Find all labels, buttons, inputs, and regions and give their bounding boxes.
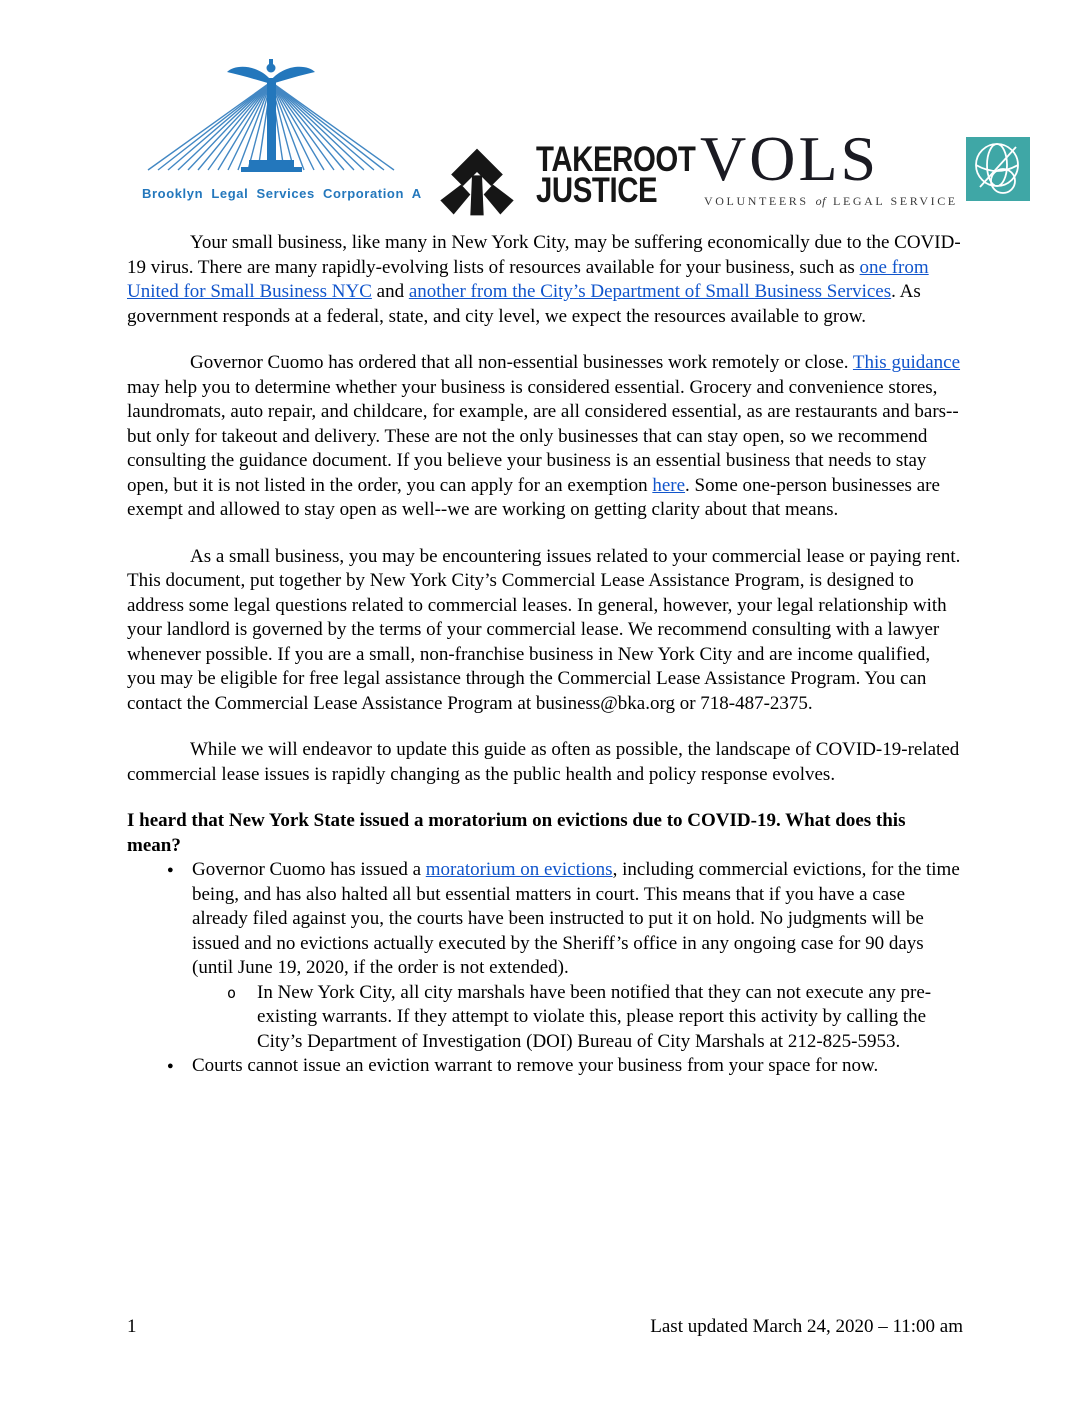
link-united-for-small-business-nyc[interactable]: one from United for Small Business NYC (127, 256, 929, 302)
list-item-courts: ● Courts cannot issue an eviction warrant to remove your business from your space for now. (127, 1054, 963, 1079)
sub-bullet-list (192, 981, 963, 1055)
paragraph-lease-assistance: As a small business, you may be encountering issues related to your commercial lease or paying rent. This document, put together by New York City’s Commercial Lease Assistance Program, is designed to address some legal questions related to commercial leases. In general, however, your legal relationship with your landlord is governed by the terms of your commercial lease. We recommend consulting with a lawyer whenever possible. If you are a small, non-franchise business in New York City and are income qualified, you may be eligible for free legal assistance through the Commercial Lease Assistance Program. You can contact the Commercial Lease Assistance Program at business@bka.org or 718-487-2375. (127, 545, 961, 714)
vols-wordmark: VOLS (700, 123, 880, 194)
question-heading-moratorium: I heard that New York State issued a moratorium on evictions due to COVID-19. What does this mean? (127, 810, 906, 856)
brooklyn-legal-services-logo (142, 58, 422, 201)
text-run: Governor Cuomo has ordered that all non-essential businesses work remotely or close. (190, 352, 853, 373)
paragraph-resources (127, 231, 963, 329)
document-body (127, 231, 963, 1079)
text-run: Your small business, like many in New York City, may be suffering economically due to the COVID-19 virus. There are many rapidly-evolving lists of resources available for your business, such as (127, 232, 961, 278)
link-moratorium-on-evictions[interactable]: moratorium on evictions (425, 859, 613, 880)
takeroot-roots-icon (431, 147, 523, 217)
bridge-scales-icon (142, 58, 400, 180)
vols-globe-icon (966, 137, 1030, 201)
takeroot-wordmark-line2: JUSTICE (536, 171, 658, 210)
text-run: and (371, 281, 409, 302)
text-run: Governor Cuomo has issued a (192, 859, 426, 880)
link-exemption-here[interactable]: here (652, 474, 686, 496)
list-item-city-marshals: o In New York City, all city marshals have been notified that they can not execute any pre-existing warrants. If they attempt to violate this, please report this activity by calling the City’s Department of Investigation (DOI) Bureau of City Marshals at 212-825-5953. (192, 981, 963, 1055)
vols-tagline-word: LEGAL SERVICE (833, 194, 958, 208)
last-updated-text: Last updated March 24, 2020 – 11:00 am (650, 1316, 963, 1337)
vols-tagline (704, 194, 958, 209)
link-city-small-business-services[interactable]: another from the City’s Department of Small Business Services (408, 281, 892, 302)
paragraph-updates: While we will endeavor to update this guide as often as possible, the landscape of COVID-19-related commercial lease issues is rapidly changing as the public health and policy response evolves. (127, 739, 960, 785)
text-run: . As government responds at a federal, state, and city level, we expect the resources available to grow. (127, 281, 921, 327)
page-footer (127, 1316, 963, 1338)
vols-logo (700, 123, 1030, 209)
takeroot-wordmark-line1: TAKEROOT (536, 140, 696, 179)
text-run: may help you to determine whether your business is considered essential. Grocery and convenience stores, laundromats, auto repair, and childcare, for example, are all considered essential, as are restaurants and bars--but only for takeout and delivery. These are not the only businesses that can stay open, so we recommend consulting the guidance document. If you believe your business is an essential business that needs to stay open, but it is not listed in the order, you can apply for an exemption (127, 376, 959, 496)
paragraph-essential-business (127, 351, 963, 523)
link-this-guidance[interactable]: This guidance (852, 352, 961, 373)
bullet-list (127, 858, 963, 1079)
text-run: , including commercial evictions, for the time being, and has also halted all but essential matters in court. This means that if you have a case already filed against you, the courts have been instructed to put it on hold. No judgments will be issued and no evictions actually executed by the Sheriff’s office in any ongoing case for 90 days (until June 19, 2020, if the order is not extended). (192, 859, 960, 978)
vols-tagline-of: of (815, 194, 827, 208)
brooklyn-legal-services-caption: Brooklyn Legal Services Corporation A (142, 186, 422, 201)
vols-tagline-word: VOLUNTEERS (704, 194, 809, 208)
text-run: . Some one-person businesses are exempt and allowed to stay open as well--we are working on getting clarity about that means. (127, 474, 940, 520)
takeroot-justice-logo (431, 140, 726, 217)
list-item-moratorium (127, 858, 963, 1054)
page-number: 1 (127, 1316, 137, 1337)
